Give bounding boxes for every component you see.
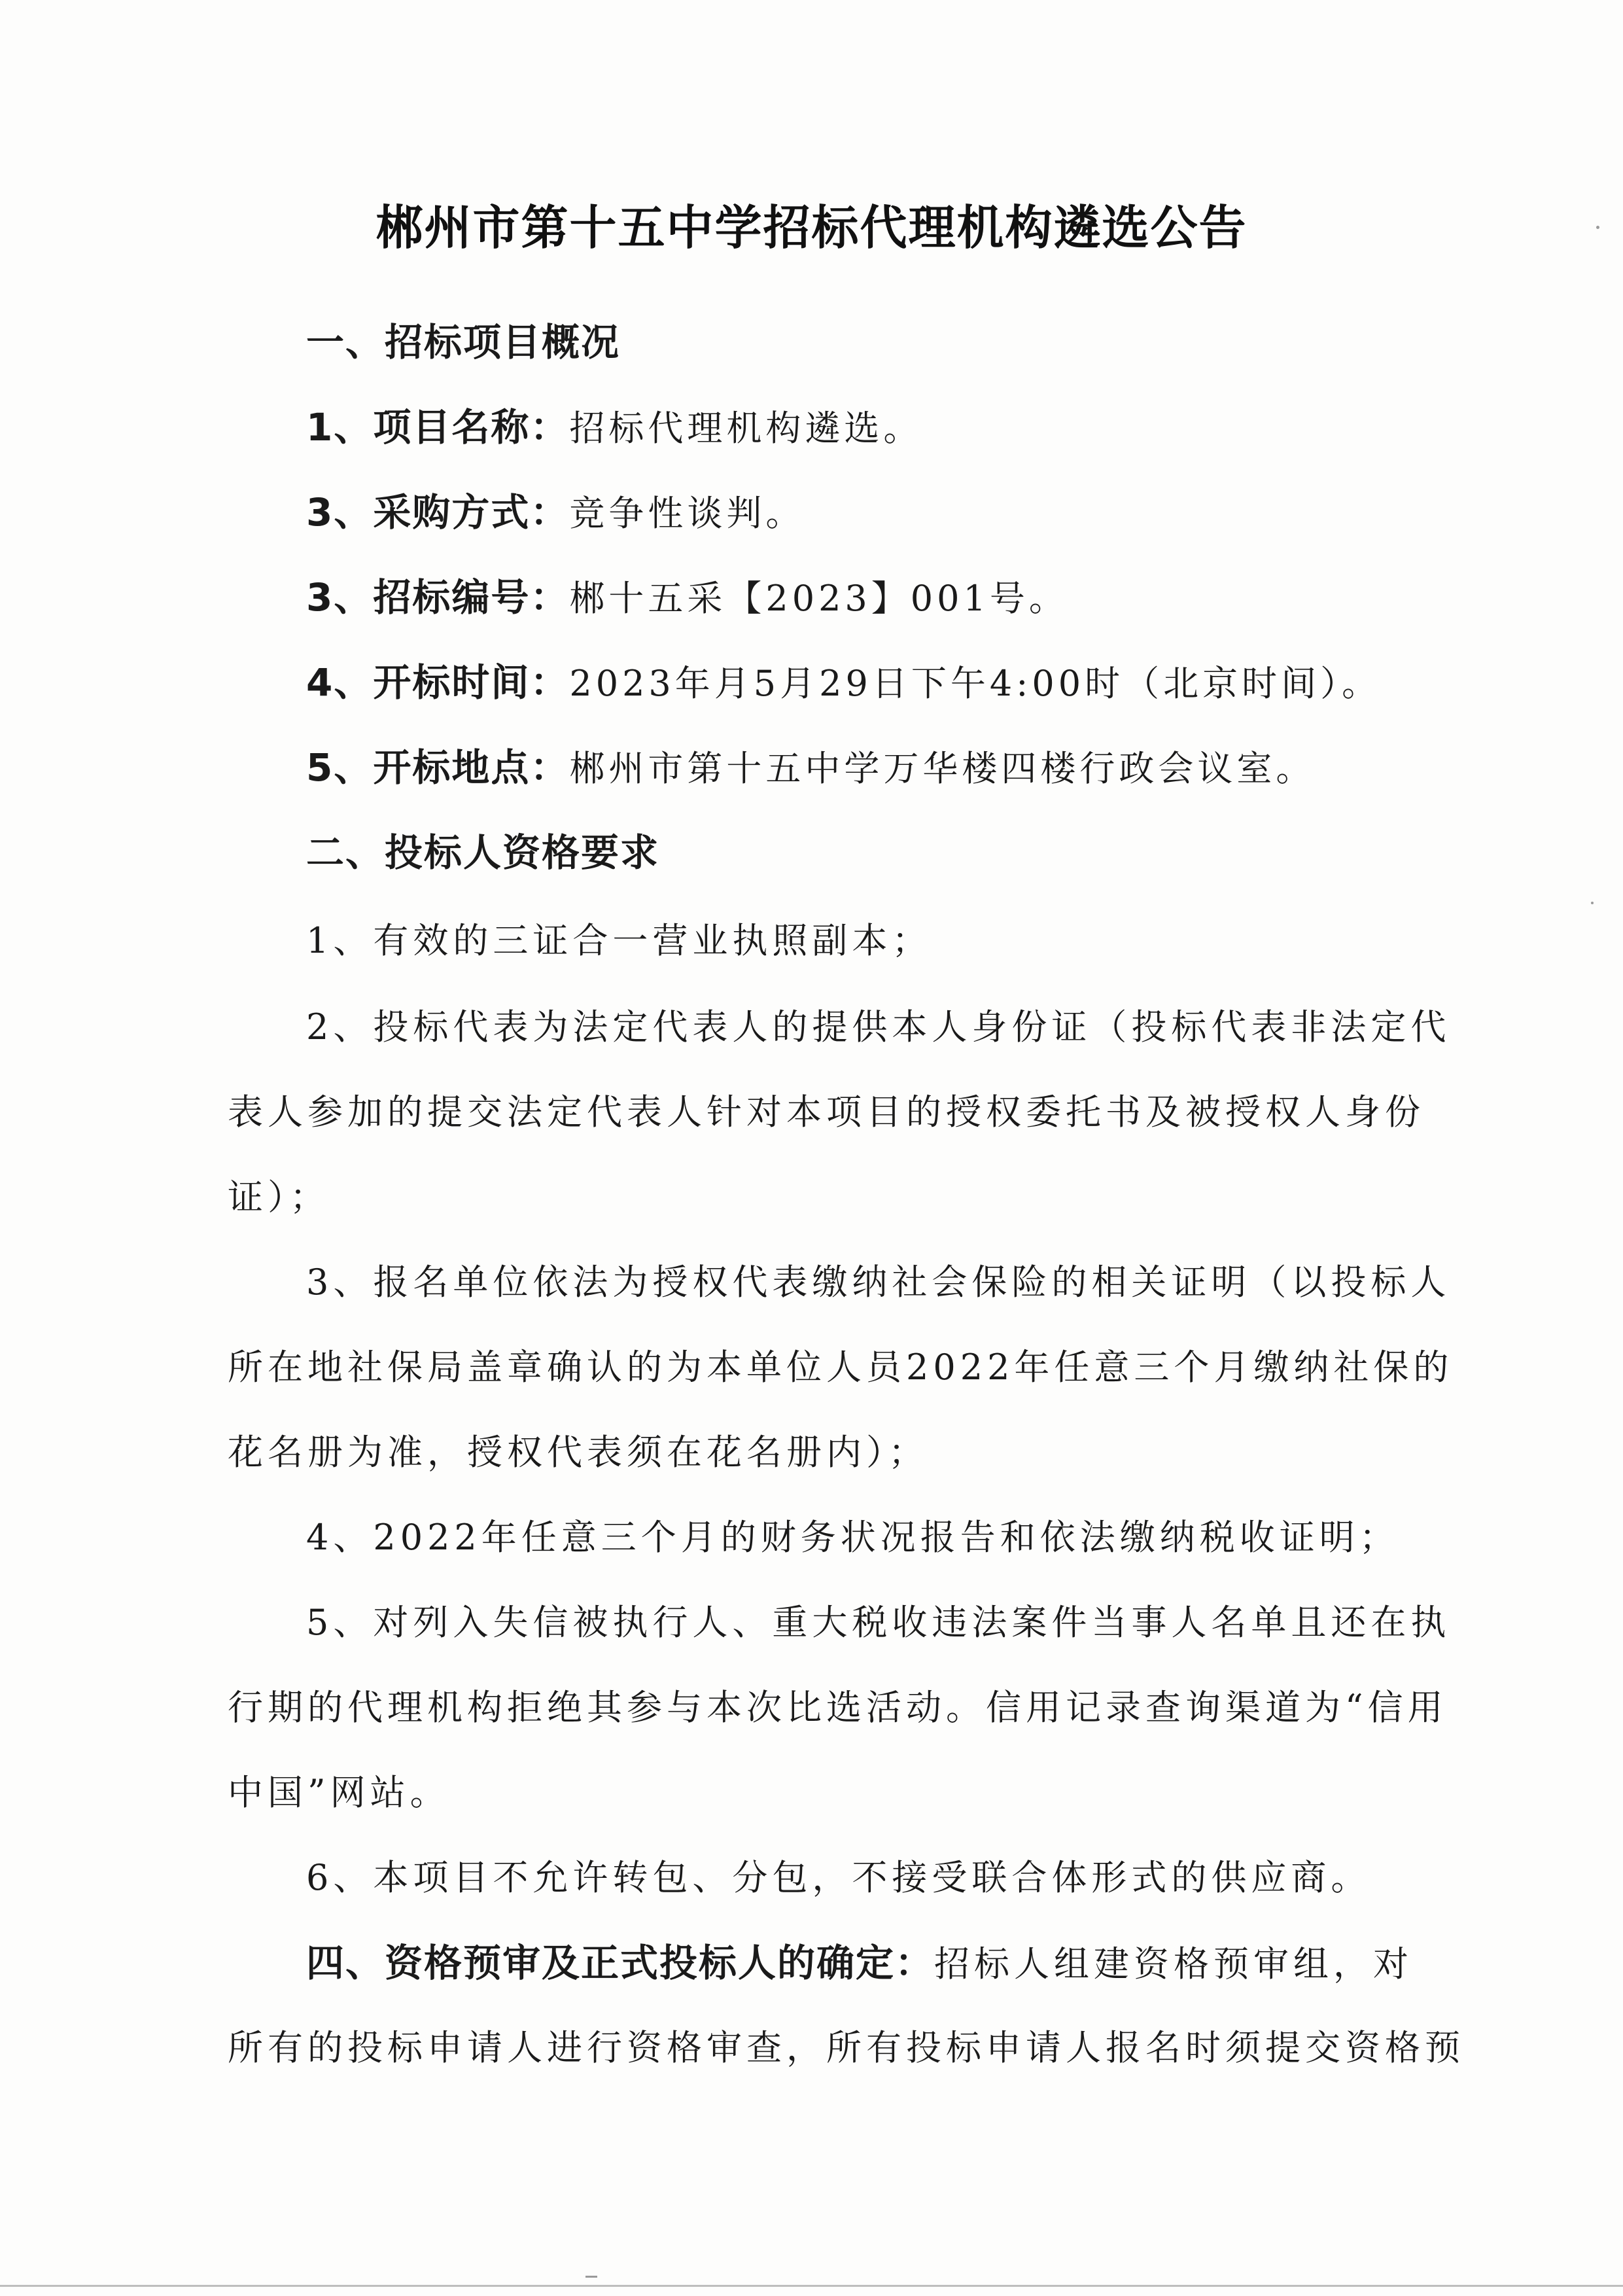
section-4-text: 招标人组建资格预审组，对	[934, 1943, 1414, 1985]
requirement-2-line-3: 证）；	[228, 1176, 330, 1218]
document-title: 郴州市第十五中学招标代理机构遴选公告	[375, 200, 1248, 255]
section-heading-prequalification: 四、资格预审及正式投标人的确定：	[306, 1941, 935, 1985]
item-value: 2023年月5月29日下午4:00时（北京时间）。	[569, 663, 1382, 704]
item-label: 1、项目名称：	[306, 405, 570, 450]
page-bottom-edge	[0, 2285, 1623, 2287]
requirement-3-line-2: 所在地社保局盖章确认的为本单位人员2022年任意三个月缴纳社保的	[228, 1347, 1454, 1388]
project-item-opening-time	[306, 660, 1381, 707]
section-4-line-2: 所有的投标申请人进行资格审查，所有投标申请人报名时须提交资格预	[228, 2027, 1465, 2068]
project-item-name	[306, 404, 922, 451]
project-item-tender-number	[306, 574, 1068, 622]
section-4-line-1	[306, 1940, 1413, 1987]
item-label: 5、开标地点：	[306, 745, 570, 790]
item-label: 3、采购方式：	[306, 490, 570, 535]
requirement-1: 1、有效的三证合一营业执照副本；	[306, 920, 932, 961]
requirement-5-line-2: 行期的代理机构拒绝其参与本次比选活动。信用记录查询渠道为“信用	[228, 1687, 1448, 1728]
item-label: 4、开标时间：	[306, 660, 570, 705]
item-value: 竞争性谈判。	[569, 493, 805, 534]
item-value: 招标代理机构遴选。	[569, 408, 923, 449]
requirement-3-line-1: 3、报名单位依法为授权代表缴纳社会保险的相关证明（以投标人	[306, 1262, 1451, 1303]
scan-speck	[1596, 226, 1599, 229]
section-heading-bidder-qualifications: 二、投标人资格要求	[306, 830, 660, 875]
scan-speck	[1591, 902, 1594, 904]
requirement-5-line-1: 5、对列入失信被执行人、重大税收违法案件当事人名单且还在执	[306, 1602, 1451, 1643]
item-label: 3、招标编号：	[306, 575, 570, 620]
item-value: 郴州市第十五中学万华楼四楼行政会议室。	[569, 748, 1316, 789]
item-value: 郴十五采【2023】001号。	[569, 578, 1068, 619]
scan-speck	[585, 2276, 597, 2278]
requirement-5-line-3: 中国”网站。	[228, 1772, 450, 1813]
requirement-2-line-1: 2、投标代表为法定代表人的提供本人身份证（投标代表非法定代	[306, 1006, 1451, 1048]
project-item-opening-location	[306, 745, 1315, 792]
requirement-6: 6、本项目不允许转包、分包，不接受联合体形式的供应商。	[306, 1857, 1371, 1898]
project-item-procurement-method	[306, 489, 805, 537]
requirement-4: 4、2022年任意三个月的财务状况报告和依法缴纳税收证明；	[306, 1517, 1399, 1558]
requirement-3-line-3: 花名册为准，授权代表须在花名册内）；	[228, 1432, 928, 1473]
section-heading-project-overview: 一、招标项目概况	[306, 320, 621, 364]
requirement-2-line-2: 表人参加的提交法定代表人针对本项目的授权委托书及被授权人身份	[228, 1091, 1425, 1133]
